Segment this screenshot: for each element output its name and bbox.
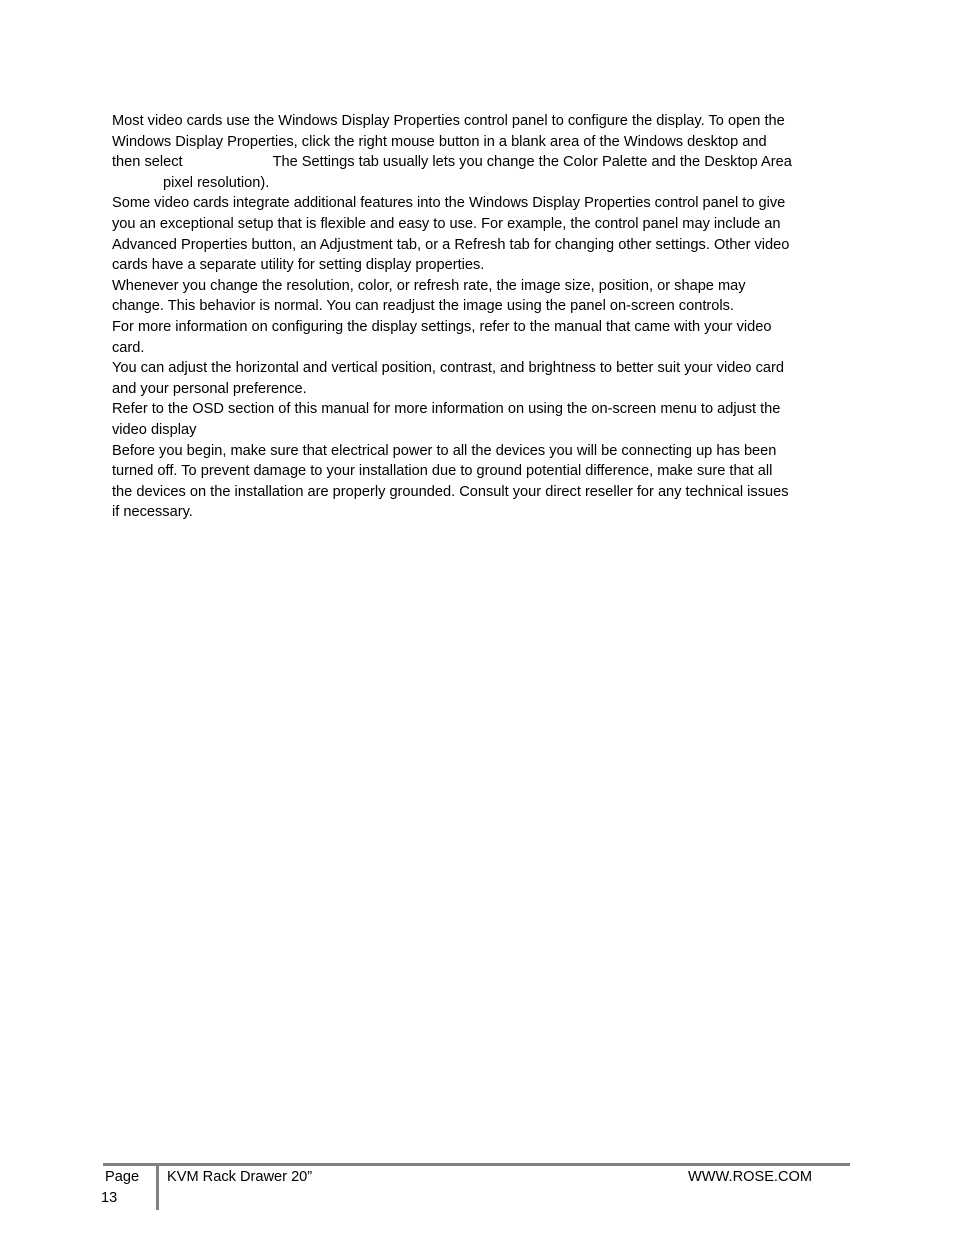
text-span: the devices on the installation are properly grounded. Consult your direct reseller for any technical issues: [112, 483, 789, 500]
text-span: then select: [112, 154, 183, 171]
text-span: You can adjust the horizontal and vertical position, contrast, and brightness to better suit your video card: [112, 360, 784, 377]
text-line: [112, 214, 842, 235]
footer-website: WWW.ROSE.COM: [688, 1169, 813, 1185]
text-line: [112, 358, 842, 379]
text-line: [112, 379, 842, 400]
text-span: The Settings tab usually lets you change the Color Palette and the Desktop Area: [272, 154, 792, 171]
text-line: [112, 482, 842, 503]
footer-page-label: Page: [105, 1169, 140, 1185]
text-span: Whenever you change the resolution, color, or refresh rate, the image size, position, or shape may: [112, 277, 746, 294]
text-line: [112, 276, 842, 297]
footer-divider: [103, 1163, 850, 1166]
text-line: [112, 296, 842, 317]
text-line: [112, 193, 842, 214]
text-span: change. This behavior is normal. You can readjust the image using the panel on-screen controls.: [112, 298, 734, 315]
text-span: video display: [112, 421, 197, 438]
text-span: card.: [112, 339, 145, 356]
footer-page-number: 13: [101, 1190, 118, 1206]
text-line: [112, 338, 842, 359]
text-span: Most video cards use the Windows Display Properties control panel to configure the display. To open the: [112, 113, 785, 129]
text-span: Refer to the OSD section of this manual for more information on using the on-screen menu to adjust the: [112, 401, 781, 418]
text-span: you an exceptional setup that is flexible and easy to use. For example, the control panel may include an: [112, 215, 781, 232]
text-span: and your personal preference.: [112, 380, 307, 397]
text-line: [112, 399, 842, 420]
text-span: Before you begin, make sure that electrical power to all the devices you will be connecting up has been: [112, 442, 777, 459]
text-span: Windows Display Properties, click the right mouse button in a blank area of the Windows desktop and: [112, 133, 767, 150]
text-line: [112, 173, 842, 194]
text-span: pixel resolution).: [163, 174, 270, 191]
body-text: [112, 111, 842, 523]
text-line: [112, 461, 842, 482]
footer-document-title: KVM Rack Drawer 20”: [167, 1169, 313, 1185]
text-line: [112, 502, 842, 523]
text-line: [112, 235, 842, 256]
text-span: Advanced Properties button, an Adjustment tab, or a Refresh tab for changing other settings. Other video: [112, 236, 790, 253]
text-span: turned off. To prevent damage to your installation due to ground potential difference, make sure that all: [112, 463, 773, 480]
text-line: [112, 255, 842, 276]
text-line: [112, 132, 842, 153]
text-span: if necessary.: [112, 504, 193, 521]
text-line: [112, 111, 842, 132]
text-span: Some video cards integrate additional features into the Windows Display Properties control panel to give: [112, 195, 786, 212]
text-line: [112, 152, 842, 173]
text-line: [112, 441, 842, 462]
text-span: For more information on configuring the display settings, refer to the manual that came with your video: [112, 318, 772, 335]
text-span: cards have a separate utility for setting display properties.: [112, 257, 485, 274]
text-line: [112, 420, 842, 441]
text-line: [112, 317, 842, 338]
footer-vertical-divider: [156, 1166, 159, 1210]
